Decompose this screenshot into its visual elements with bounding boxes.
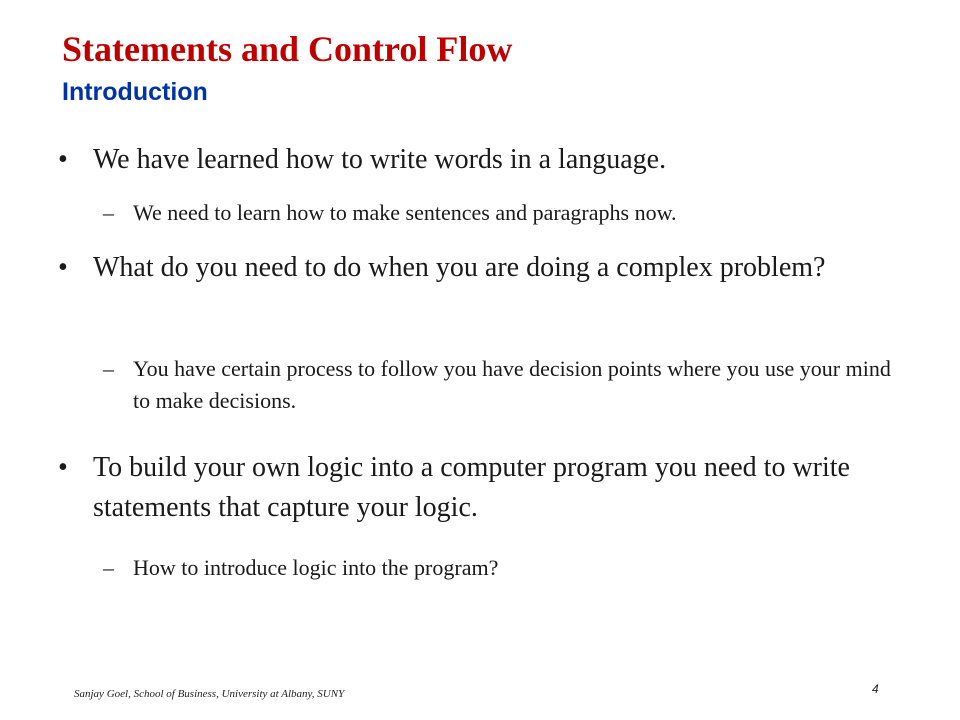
- bullet-text: We have learned how to write words in a language.: [93, 144, 667, 175]
- sub-bullet-text: We need to learn how to make sentences and paragraphs now.: [133, 200, 677, 225]
- sub-bullet-marker: –: [103, 356, 114, 381]
- footer-credit: Sanjay Goel, School of Business, University at Albany, SUNY: [74, 688, 345, 700]
- bullet-marker: •: [58, 252, 68, 283]
- page-number: 4: [872, 682, 879, 696]
- sub-bullet-marker: –: [103, 555, 114, 580]
- bullet-text: What do you need to do when you are doing a complex problem?: [93, 252, 826, 283]
- sub-bullet-text: How to introduce logic into the program?: [133, 555, 499, 580]
- bullet-marker: •: [58, 144, 68, 175]
- slide-title: Statements and Control Flow: [62, 29, 513, 69]
- sub-bullet-marker: –: [103, 200, 114, 225]
- bullet-marker: •: [58, 452, 68, 483]
- slide-subtitle: Introduction: [62, 78, 208, 106]
- sub-bullet-text: You have certain process to follow you have decision points where you use your mind to make decisions.: [133, 356, 891, 413]
- bullet-text: To build your own logic into a computer program you need to write statements that capture your logic.: [93, 452, 850, 523]
